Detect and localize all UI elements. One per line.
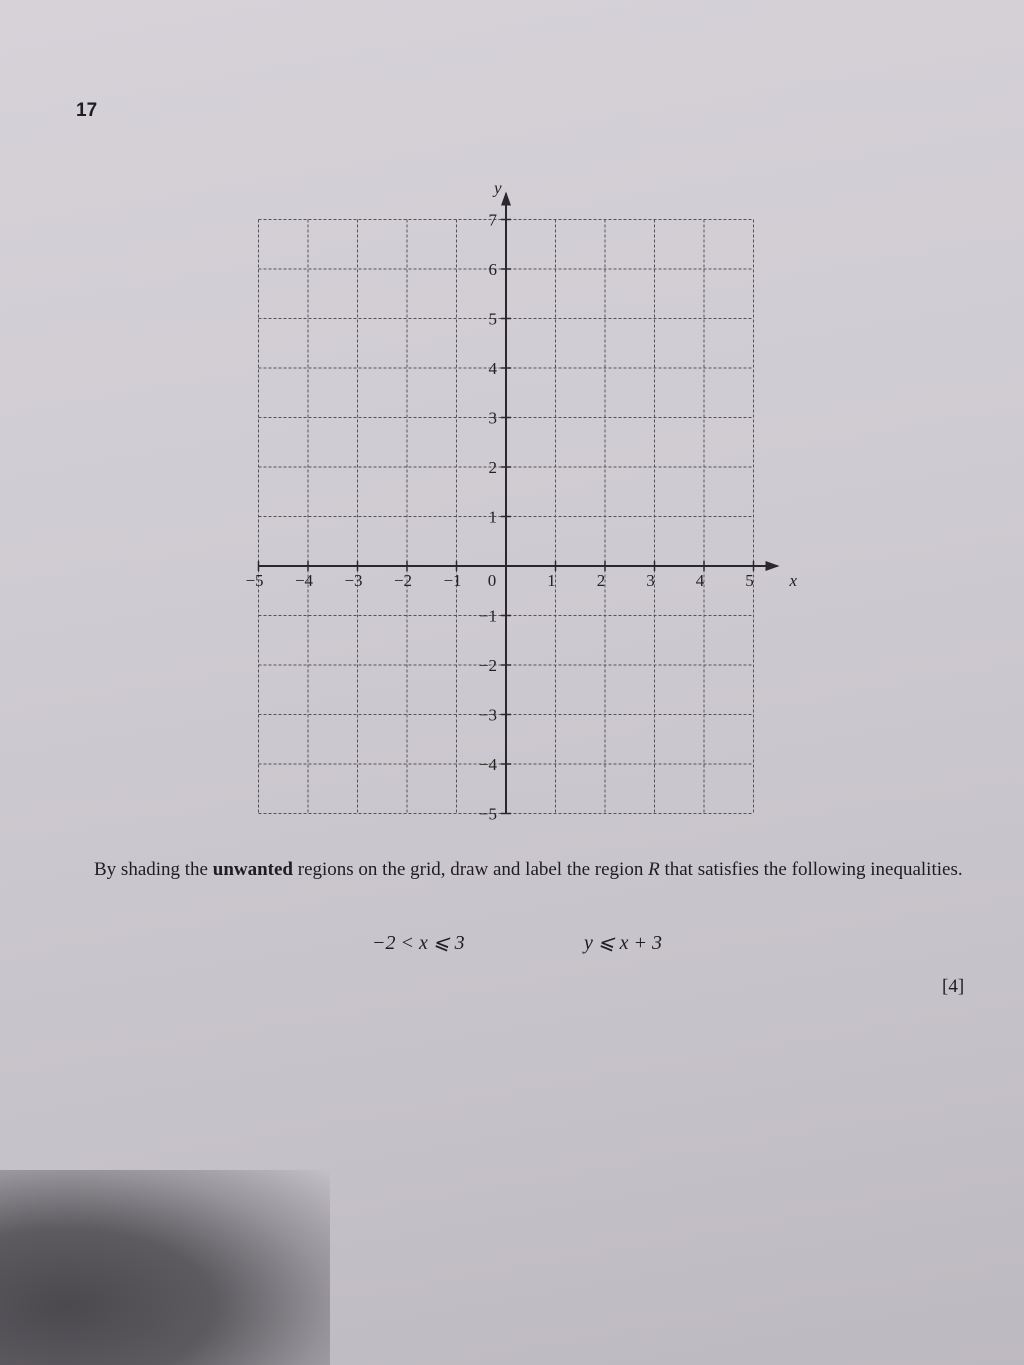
- y-tick-label: 2: [488, 458, 497, 477]
- y-tick-label: −3: [478, 705, 497, 725]
- y-tick-label: 4: [488, 359, 497, 378]
- marks-label: [4]: [942, 976, 965, 997]
- instruction-text: By shading the unwanted regions on the grid, draw and label the region R that satisfies the following inequalities.: [94, 859, 963, 880]
- y-axis-arrow: [501, 192, 511, 206]
- x-axis-label: x: [789, 571, 798, 590]
- y-tick-label: 5: [488, 309, 497, 329]
- x-tick-label: 3: [646, 571, 655, 590]
- x-tick-label: −3: [344, 571, 363, 590]
- y-tick-label: 6: [488, 260, 497, 279]
- y-tick-label: −4: [478, 755, 497, 774]
- x-tick-label: −2: [393, 571, 413, 590]
- y-tick-label: −5: [478, 804, 497, 824]
- x-tick-label: 1: [547, 571, 556, 590]
- y-tick-label: 7: [488, 210, 497, 230]
- x-tick-label: −5: [245, 571, 264, 590]
- x-tick-label: 4: [695, 571, 705, 590]
- x-tick-label: −1: [443, 571, 462, 590]
- x-tick-label: 2: [596, 571, 606, 590]
- y-axis-label: y: [494, 178, 502, 198]
- y-tick-label: 3: [488, 408, 497, 428]
- y-tick-label: 1: [488, 507, 497, 527]
- question-number: 17: [76, 100, 98, 121]
- x-tick-label: 5: [745, 571, 754, 590]
- y-tick-label: −2: [478, 656, 497, 675]
- inequality-x-range: −2 < x ⩽ 3: [372, 932, 465, 954]
- x-axis-arrow: [766, 561, 780, 571]
- x-tick-label: −4: [294, 571, 314, 590]
- y-tick-label: −1: [478, 606, 497, 626]
- x-tick-label: 0: [487, 571, 497, 590]
- inequality-y-bound: y ⩽ x + 3: [584, 932, 663, 954]
